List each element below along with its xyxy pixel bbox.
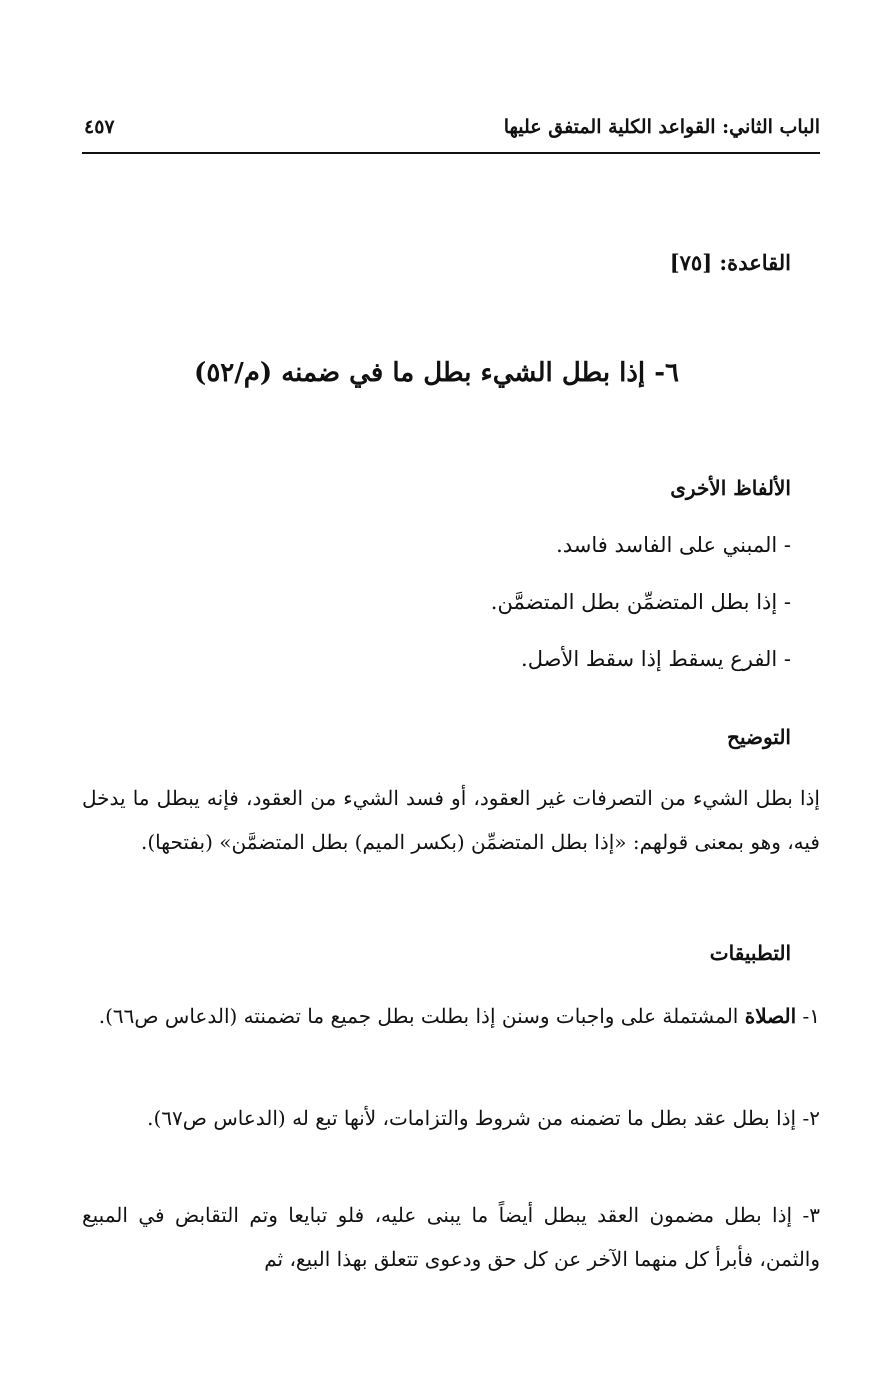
page-number: ٤٥٧	[84, 116, 115, 138]
application-text: المشتملة على واجبات وسنن إذا بطلت بطل جميع ما تضمنته (الدعاس ص٦٦).	[98, 1004, 745, 1028]
other-terms-heading: الألفاظ الأخرى	[670, 476, 791, 500]
other-term-item: - المبني على الفاسد فاسد.	[556, 533, 791, 557]
application-lead-word: الصلاة	[744, 1004, 797, 1028]
application-number: ١-	[796, 1004, 820, 1028]
rule-title: ٦- إذا بطل الشيء بطل ما في ضمنه (م/٥٢)	[194, 358, 679, 388]
application-number: ٢-	[796, 1106, 820, 1130]
explanation-heading: التوضيح	[727, 725, 791, 749]
applications-heading: التطبيقات	[709, 941, 791, 965]
application-text: إذا بطل عقد بطل ما تضمنه من شروط والتزامات، لأنها تبع له (الدعاس ص٦٧).	[147, 1106, 797, 1130]
application-item-3	[82, 1193, 820, 1281]
rule-label: القاعدة: [٧٥]	[669, 250, 791, 275]
explanation-paragraph: إذا بطل الشيء من التصرفات غير العقود، أو فسد الشيء من العقود، فإنه يبطل ما يدخل فيه، وهو بمعنى قولهم: «إذا بطل المتضمِّن (بكسر الميم) بطل المتضمَّن» (بفتحها).	[82, 786, 820, 854]
application-item-1	[82, 994, 820, 1038]
other-term-item: - الفرع يسقط إذا سقط الأصل.	[521, 647, 791, 671]
chapter-title: الباب الثاني: القواعد الكلية المتفق عليها	[503, 116, 820, 138]
application-item-2	[82, 1096, 820, 1140]
application-number: ٣-	[792, 1203, 821, 1227]
running-header	[82, 112, 820, 154]
application-text: إذا بطل مضمون العقد يبطل أيضاً ما يبنى عليه، فلو تبايعا وتم التقابض في المبيع والثمن، فأبرأ كل منهما الآخر عن كل حق ودعوى تتعلق بهذا البيع، ثم	[82, 1203, 820, 1271]
other-term-item: - إذا بطل المتضمِّن بطل المتضمَّن.	[490, 590, 791, 614]
